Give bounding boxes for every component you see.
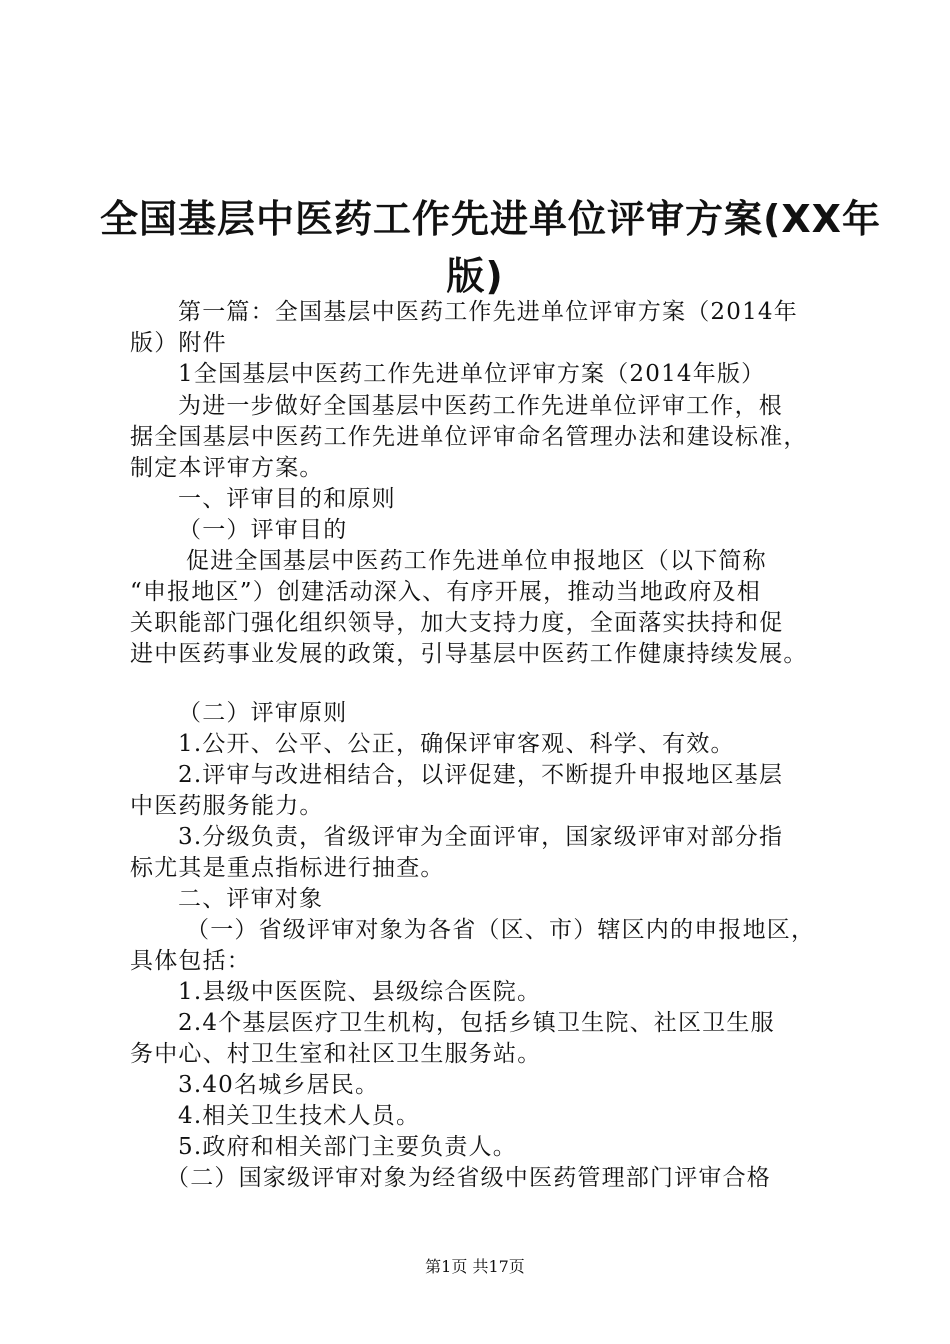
list-item: 2.评审与改进相结合，以评促建，不断提升申报地区基层 — [178, 762, 784, 788]
body-line: 务中心、村卫生室和社区卫生服务站。 — [130, 1041, 542, 1067]
list-item: 1.县级中医医院、县级综合医院。 — [178, 979, 542, 1005]
list-item: 5.政府和相关部门主要负责人。 — [178, 1134, 517, 1160]
body-line: 第一篇：全国基层中医药工作先进单位评审方案（2014年 — [178, 299, 798, 325]
body-line: 关职能部门强化组织领导，加大支持力度，全面落实扶持和促 — [130, 610, 784, 636]
body-line: 标尤其是重点指标进行抽查。 — [130, 855, 445, 881]
list-item: 3.分级负责，省级评审为全面评审，国家级评审对部分指 — [178, 824, 784, 850]
body-line: 1全国基层中医药工作先进单位评审方案（2014年版） — [178, 361, 766, 387]
list-item: 2.4个基层医疗卫生机构，包括乡镇卫生院、社区卫生服 — [178, 1010, 775, 1036]
body-line: 促进全国基层中医药工作先进单位申报地区（以下简称 — [186, 548, 767, 574]
document-title-line-1: 全国基层中医药工作先进单位评审方案(XX年 — [100, 197, 881, 241]
section-heading: 二、评审对象 — [178, 886, 324, 912]
document-title-line-2: 版) — [446, 254, 504, 298]
list-item: 4.相关卫生技术人员。 — [178, 1103, 421, 1129]
subsection-heading: （二）评审原则 — [178, 700, 348, 726]
body-line: 为进一步做好全国基层中医药工作先进单位评审工作，根 — [178, 393, 783, 419]
body-line: 中医药服务能力。 — [130, 793, 324, 819]
body-line: 版）附件 — [130, 330, 227, 356]
body-line: （二）国家级评审对象为经省级中医药管理部门评审合格 — [166, 1165, 771, 1191]
list-item: 3.40名城乡居民。 — [178, 1072, 380, 1098]
page-indicator: 第1页 共17页 — [425, 1257, 525, 1276]
body-line: 进中医药事业发展的政策，引导基层中医药工作健康持续发展。 — [130, 641, 808, 667]
body-line: 制定本评审方案。 — [130, 455, 324, 481]
body-line: 据全国基层中医药工作先进单位评审命名管理办法和建设标准， — [130, 424, 808, 450]
section-heading: 一、评审目的和原则 — [178, 486, 396, 512]
body-line: 具体包括： — [130, 948, 251, 974]
list-item: 1.公开、公平、公正，确保评审客观、科学、有效。 — [178, 731, 735, 757]
subsection-heading: （一）评审目的 — [178, 517, 348, 543]
body-line: （一）省级评审对象为各省（区、市）辖区内的申报地区， — [186, 917, 816, 943]
body-line: “申报地区”）创建活动深入、有序开展，推动当地政府及相 — [130, 579, 761, 605]
